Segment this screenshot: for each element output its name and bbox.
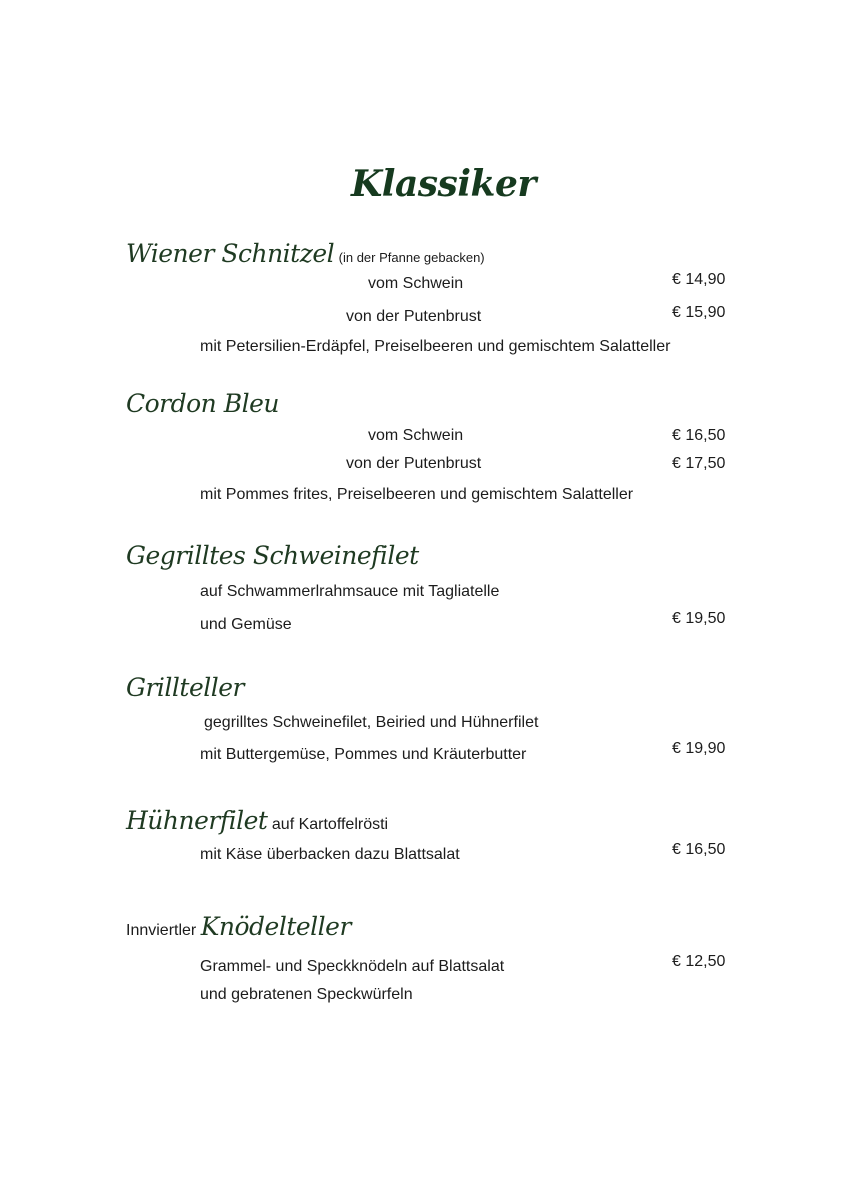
dish-description: mit Pommes frites, Preiselbeeren und gemischtem Salatteller bbox=[200, 486, 634, 503]
option-price: € 16,50 bbox=[672, 427, 726, 444]
dish-price: € 19,90 bbox=[672, 740, 726, 757]
dish-description: gegrilltes Schweinefilet, Beiried und Hühnerfilet bbox=[204, 714, 539, 731]
dish-description: Grammel- und Speckknödeln auf Blattsalat bbox=[200, 958, 505, 975]
section-grillteller-heading: Grillteller bbox=[126, 673, 244, 702]
page-title: Klassiker bbox=[351, 163, 536, 205]
section-cordon-bleu-heading: Cordon Bleu bbox=[126, 389, 279, 418]
option-label: vom Schwein bbox=[368, 275, 464, 292]
section-schweinefilet-heading: Gegrilltes Schweinefilet bbox=[126, 541, 419, 570]
dish-description: mit Buttergemüse, Pommes und Kräuterbutter bbox=[200, 746, 527, 763]
dish-price: € 12,50 bbox=[672, 953, 726, 970]
option-price: € 14,90 bbox=[672, 271, 726, 288]
dish-name: Knödelteller bbox=[200, 912, 351, 941]
dish-description: auf Schwammerlrahmsauce mit Tagliatelle bbox=[200, 583, 500, 600]
dish-suffix: auf Kartoffelrösti bbox=[271, 816, 389, 833]
dish-prefix: Innviertler bbox=[126, 922, 197, 939]
dish-description: mit Petersilien-Erdäpfel, Preiselbeeren und gemischtem Salatteller bbox=[200, 338, 671, 355]
option-label: vom Schwein bbox=[368, 427, 464, 444]
option-label: von der Putenbrust bbox=[346, 308, 482, 325]
dish-name: Hühnerfilet bbox=[126, 806, 268, 835]
option-price: € 15,90 bbox=[672, 304, 726, 321]
dish-description: und Gemüse bbox=[200, 616, 292, 633]
section-knoedelteller-heading bbox=[126, 914, 351, 939]
dish-price: € 19,50 bbox=[672, 610, 726, 627]
option-price: € 17,50 bbox=[672, 455, 726, 472]
section-wiener-schnitzel-heading bbox=[126, 241, 485, 266]
dish-description: und gebratenen Speckwürfeln bbox=[200, 986, 413, 1003]
section-huehnerfilet-heading bbox=[126, 808, 388, 833]
dish-description: mit Käse überbacken dazu Blattsalat bbox=[200, 846, 460, 863]
dish-note: (in der Pfanne gebacken) bbox=[338, 250, 485, 265]
dish-price: € 16,50 bbox=[672, 841, 726, 858]
dish-name: Wiener Schnitzel bbox=[126, 239, 335, 268]
option-label: von der Putenbrust bbox=[346, 455, 482, 472]
